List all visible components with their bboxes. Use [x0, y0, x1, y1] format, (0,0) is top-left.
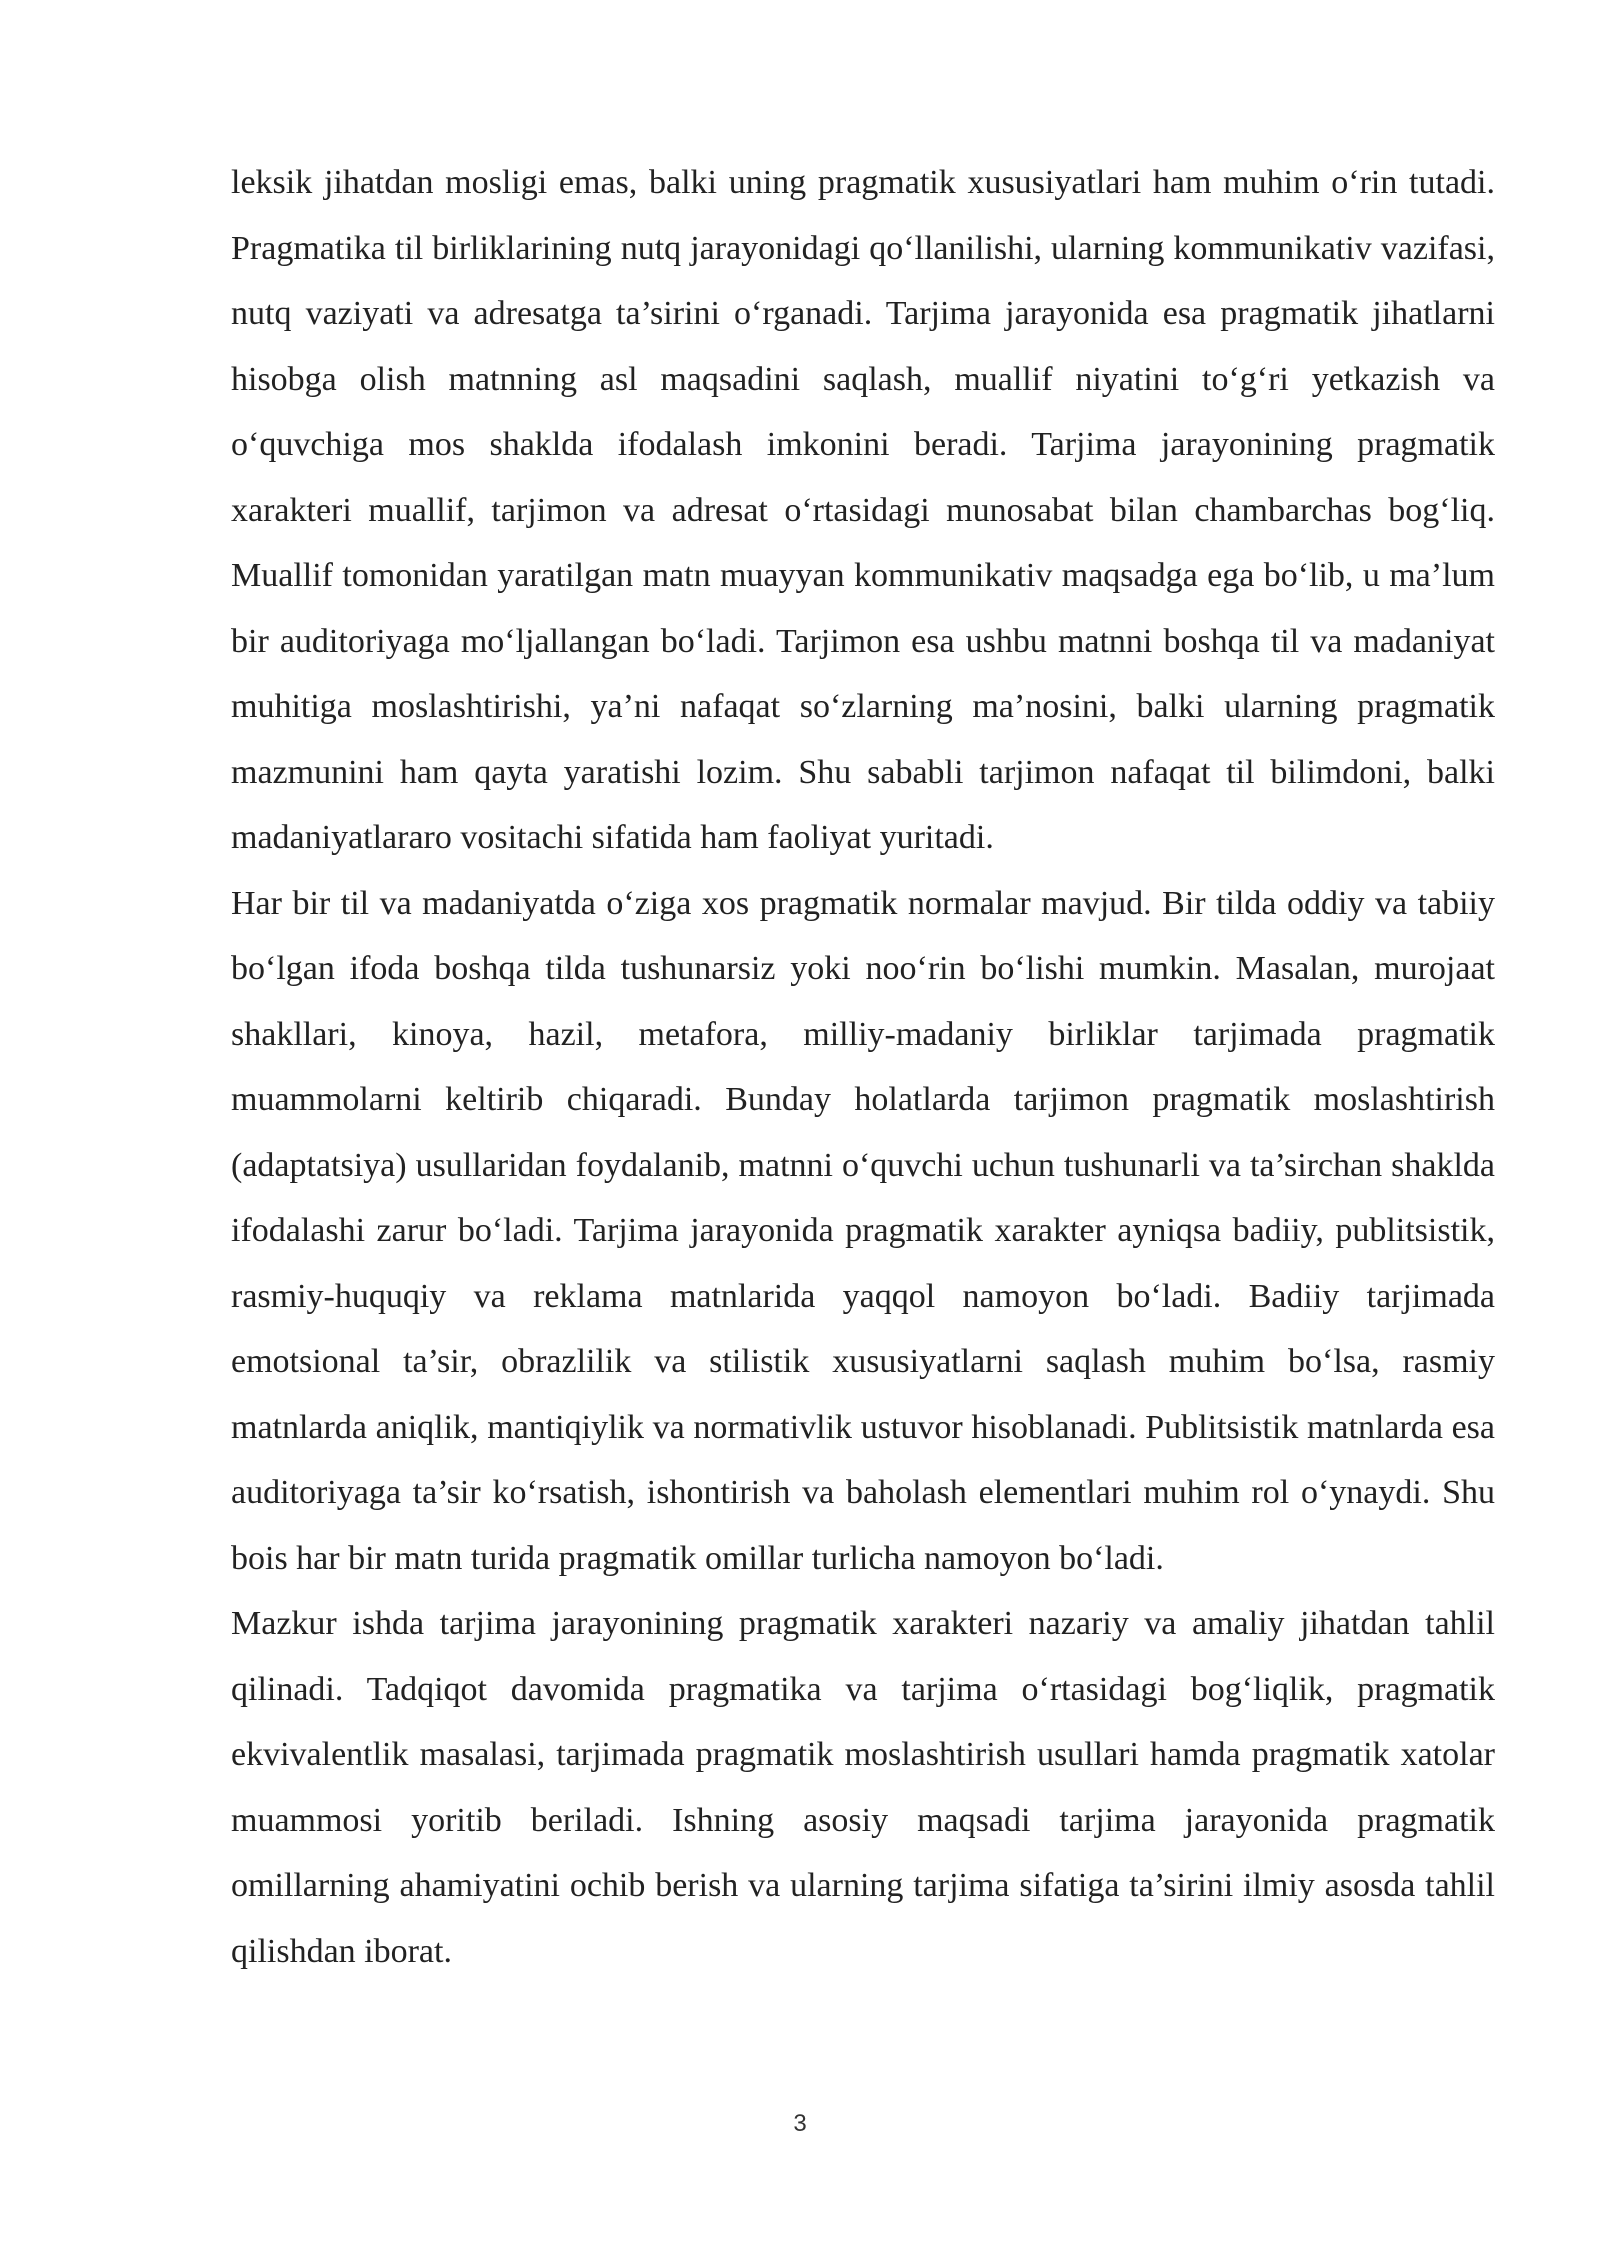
- body-text: [231, 150, 1495, 1984]
- page-number: 3: [793, 2110, 807, 2137]
- paragraph-2: Har bir til va madaniyatda o‘ziga xos pragmatik normalar mavjud. Bir tilda oddiy va tabiiy bo‘lgan ifoda boshqa tilda tushunarsiz yoki noo‘rin bo‘lishi mumkin. Masalan, murojaat shakllari, kinoya, hazil, metafora, milliy-madaniy birliklar tarjimada pragmatik muammolarni keltirib chiqaradi. Bunday holatlarda tarjimon pragmatik moslashtirish (adaptatsiya) usullaridan foydalanib, matnni o‘quvchi uchun tushunarli va ta’sirchan shaklda ifodalashi zarur bo‘ladi. Tarjima jarayonida pragmatik xarakter ayniqsa badiiy, publitsistik, rasmiy-huquqiy va reklama matnlarida yaqqol namoyon bo‘ladi. Badiiy tarjimada emotsional ta’sir, obrazlilik va stilistik xususiyatlarni saqlash muhim bo‘lsa, rasmiy matnlarda aniqlik, mantiqiylik va normativlik ustuvor hisoblanadi. Publitsistik matnlarda esa auditoriyaga ta’sir ko‘rsatish, ishontirish va baholash elementlari muhim rol o‘ynaydi. Shu bois har bir matn turida pragmatik omillar turlicha namoyon bo‘ladi.: [231, 884, 1495, 1577]
- paragraph-1: leksik jihatdan mosligi emas, balki uning pragmatik xususiyatlari ham muhim o‘rin tutadi. Pragmatika til birliklarining nutq jarayonidagi qo‘llanilishi, ularning kommunikativ vazifasi, nutq vaziyati va adresatga ta’sirini o‘rganadi. Tarjima jarayonida esa pragmatik jihatlarni hisobga olish matnning asl maqsadini saqlash, muallif niyatini to‘g‘ri yetkazish va o‘quvchiga mos shaklda ifodalash imkonini beradi. Tarjima jarayonining pragmatik xarakteri muallif, tarjimon va adresat o‘rtasidagi munosabat bilan chambarchas bog‘liq. Muallif tomonidan yaratilgan matn muayyan kommunikativ maqsadga ega bo‘lib, u ma’lum bir auditoriyaga mo‘ljallangan bo‘ladi. Tarjimon esa ushbu matnni boshqa til va madaniyat muhitiga moslashtirishi, ya’ni nafaqat so‘zlarning ma’nosini, balki ularning pragmatik mazmunini ham qayta yaratishi lozim. Shu sababli tarjimon nafaqat til bilimdoni, balki madaniyatlararo vositachi sifatida ham faoliyat yuritadi.: [231, 164, 1495, 856]
- paragraph-3: Mazkur ishda tarjima jarayonining pragmatik xarakteri nazariy va amaliy jihatdan tahlil qilinadi. Tadqiqot davomida pragmatika va tarjima o‘rtasidagi bog‘liqlik, pragmatik ekvivalentlik masalasi, tarjimada pragmatik moslashtirish usullari hamda pragmatik xatolar muammosi yoritib beriladi. Ishning asosiy maqsadi tarjima jarayonida pragmatik omillarning ahamiyatini ochib berish va ularning tarjima sifatiga ta’sirini ilmiy asosda tahlil qilishdan iborat.: [231, 1605, 1495, 1970]
